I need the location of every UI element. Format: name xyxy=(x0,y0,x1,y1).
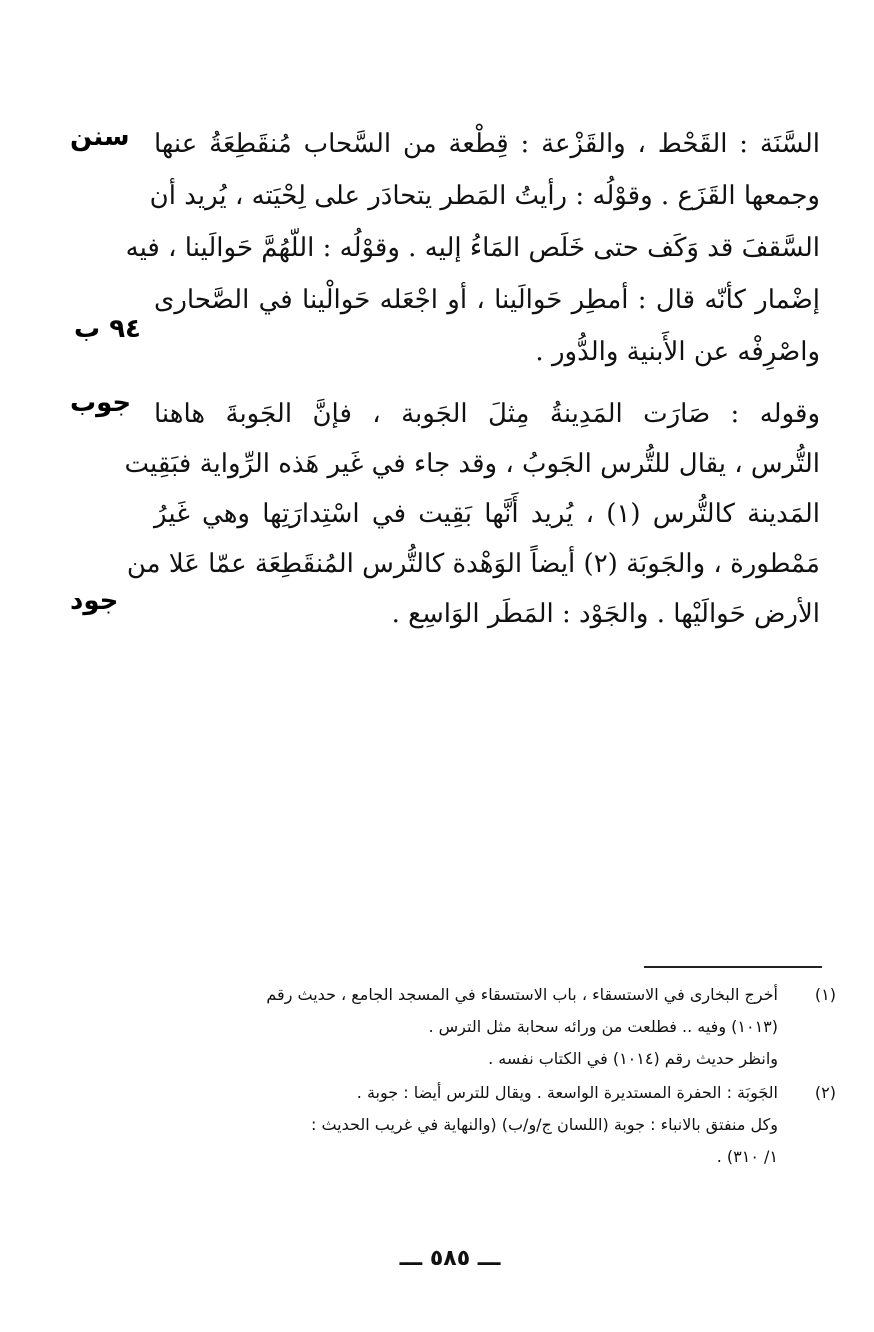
text-line: الأرض حَوالَيْها . والجَوْد : المَطَر الوَاسِع . xyxy=(391,599,820,629)
text-line: إضْمار كأنّه قال : أمطِر حَوالَينا ، أو اجْعَله حَوالْينا في الصَّحارى xyxy=(154,285,820,315)
folio-marker: ٩٤ ب xyxy=(74,314,141,344)
footnote-line: الجَوبَة : الحفرة المستديرة الواسعة . ويقال للترس أيضا : جوبة . xyxy=(356,1083,778,1102)
footnote-line: وانظر حديث رقم (١٠١٤) في الكتاب نفسه . xyxy=(488,1049,778,1068)
text-line: السَّقفَ قد وَكَف حتى خَلَص المَاءُ إليه . وقوْلُه : اللّهُمَّ حَوالَينا ، فيه xyxy=(125,233,820,263)
footnote-line: ١/ ٣١٠) . xyxy=(716,1147,778,1166)
text-line: مَمْطورة ، والجَوبَة (٢) أيضاً الوَهْدة كالتُّرس المُنقَطِعَة عمّا عَلا من xyxy=(126,549,820,579)
footnote-line: وكل منفتق بالانباء : جوبة (اللسان ج/و/ب) (والنهاية في غريب الحديث : xyxy=(310,1115,778,1134)
footnote-line: أخرج البخارى في الاستسقاء ، باب الاستسقاء في المسجد الجامع ، حديث رقم xyxy=(266,985,778,1004)
margin-root-word: جوب xyxy=(70,388,132,418)
page-number: ـــ ٥٨٥ ـــ xyxy=(399,1246,501,1271)
text-line: واصْرِفْه عن الأَبنية والدُّور . xyxy=(535,337,820,367)
margin-root-word: جود xyxy=(70,586,119,616)
text-line: وجمعها القَزَع . وقوْلُه : رأيتُ المَطر يتحادَر على لِحْيَته ، يُريد أن xyxy=(149,181,820,211)
text-line: التُّرس ، يقال للتُّرس الجَوبُ ، وقد جاء في غَير هَذه الرِّواية فبَقِيت xyxy=(124,449,820,479)
footnote-number: (٢) xyxy=(814,1083,836,1102)
text-line: المَدينة كالتُّرس (١) ، يُريد أَنَّها بَقِيت في اسْتِدارَتِها وهي غَيرُ xyxy=(154,499,821,529)
footnote-line: (١٠١٣) وفيه .. فطلعت من ورائه سحابة مثل الترس . xyxy=(428,1017,778,1036)
text-line: وقوله : صَارَت المَدِينةُ مِثلَ الجَوبة ، فإنَّ الجَوبةَ هاهنا xyxy=(154,399,820,429)
margin-root-word: سنن xyxy=(70,122,130,152)
footnote-separator xyxy=(644,966,822,968)
text-line: السَّنَة : القَحْط ، والقَزْعة : قِطْعة من السَّحاب مُنقَطِعَةُ عنها xyxy=(154,129,820,159)
footnote-number: (١) xyxy=(814,985,836,1004)
